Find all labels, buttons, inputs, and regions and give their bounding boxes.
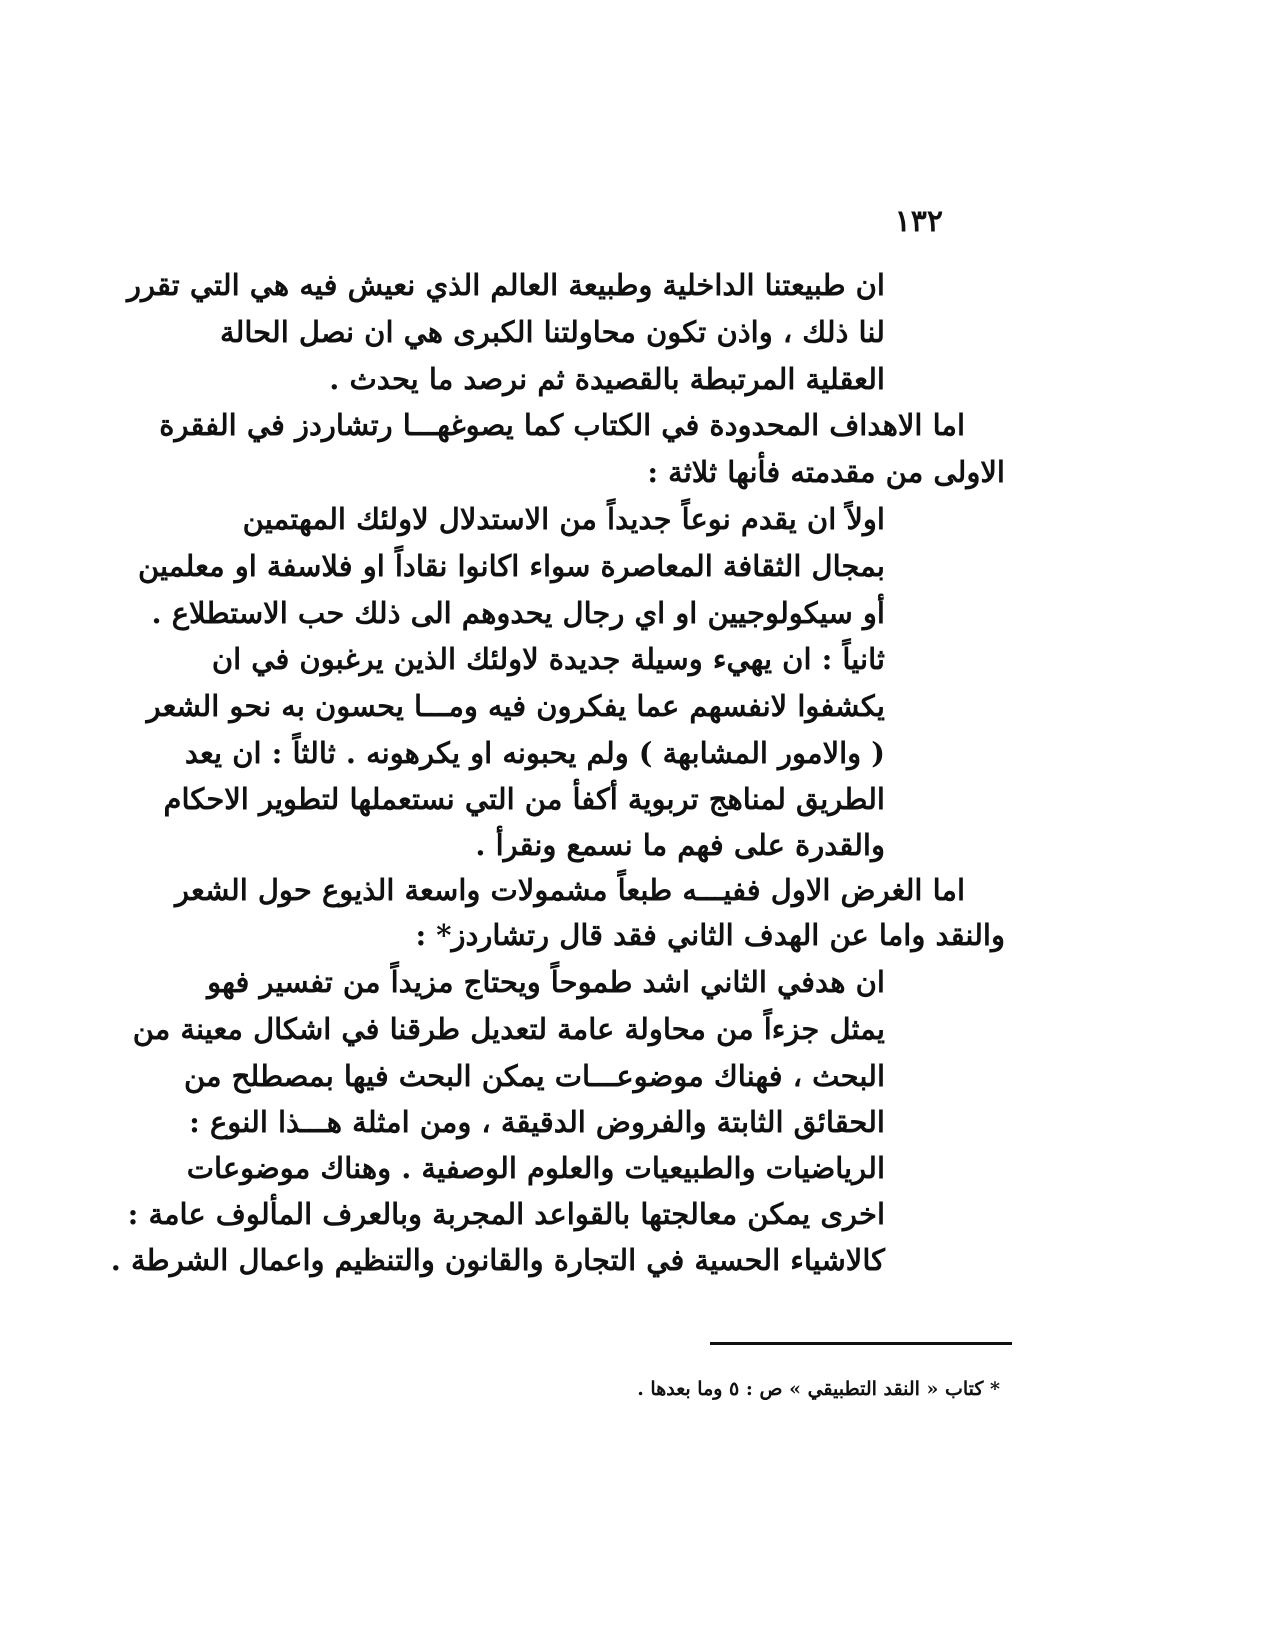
page-number: ١٣٢ [894,204,943,239]
text-line-6: اولاً ان يقدم نوعاً جديداً من الاستدلال لاولئك المهتمين [242,502,885,536]
text-line-15: والنقد واما عن الهدف الثاني فقد قال رتشاردز* : [415,918,1005,952]
text-line-16: ان هدفي الثاني اشد طموحاً ويحتاج مزيداً من تفسير فهو [207,965,885,999]
text-line-17: يمثل جزءاً من محاولة عامة لتعديل طرقنا في اشكال معينة من [132,1012,885,1046]
text-line-22: كالاشياء الحسية في التجارة والقانون والتنظيم واعمال الشرطة . [110,1243,885,1277]
footnote-divider [710,1342,1012,1345]
text-line-12: الطريق لمناهج تربوية أكفأ من التي نستعملها لتطوير الاحكام [163,782,885,816]
text-line-10: يكشفوا لانفسهم عما يفكرون فيه ومـــا يحسون به نحو الشعر [146,689,885,723]
text-line-18: البحث ، فهناك موضوعـــات يمكن البحث فيها بمصطلح من [183,1059,885,1093]
text-line-13: والقدرة على فهم ما نسمع ونقرأ . [475,828,885,862]
text-line-20: الرياضيات والطبيعيات والعلوم الوصفية . وهناك موضوعات [186,1151,885,1185]
text-line-2: لنا ذلك ، واذن تكون محاولتنا الكبرى هي ان نصل الحالة [219,315,885,349]
text-line-1: ان طبيعتنا الداخلية وطبيعة العالم الذي نعيش فيه هي التي تقرر [127,268,885,302]
text-line-9: ثانياً : ان يهيء وسيلة جديدة لاولئك الذين يرغبون في ان [211,642,885,676]
text-line-8: أو سيكولوجيين او اي رجال يحدوهم الى ذلك حب الاستطلاع . [151,596,885,630]
text-line-4: اما الاهداف المحدودة في الكتاب كما يصوغهـــا رتشاردز في الفقرة [159,408,965,442]
text-line-3: العقلية المرتبطة بالقصيدة ثم نرصد ما يحدث . [329,362,885,396]
text-line-14: اما الغرض الاول ففيـــه طبعاً مشمولات واسعة الذيوع حول الشعر [175,873,965,907]
text-line-7: بمجال الثقافة المعاصرة سواء اكانوا نقاداً او فلاسفة او معلمين [137,549,885,583]
text-line-11: ( والامور المشابهة ) ولم يحبونه او يكرهونه . ثالثاً : ان يعد [184,736,885,770]
footnote: * كتاب « النقد التطبيقي » ص : ٥ وما بعدها . [637,1378,1000,1400]
text-line-19: الحقائق الثابتة والفروض الدقيقة ، ومن امثلة هـــذا النوع : [189,1105,885,1139]
text-line-21: اخرى يمكن معالجتها بالقواعد المجربة وبالعرف المألوف عامة : [127,1197,885,1231]
text-line-5: الاولى من مقدمته فأنها ثلاثة : [647,455,1005,489]
